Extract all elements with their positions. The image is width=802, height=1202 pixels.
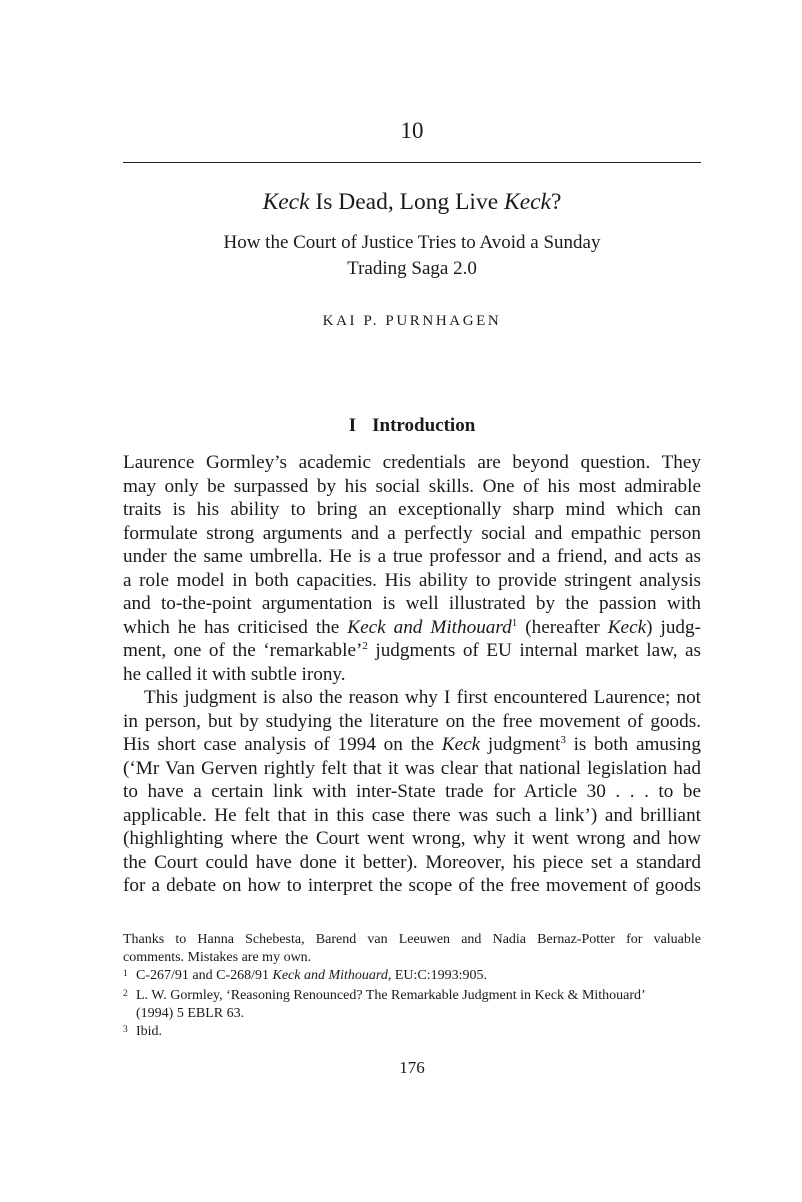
body-line	[123, 639, 701, 663]
body-line: applicable. He felt that in this case there was such a link’) and brilliant	[123, 804, 701, 826]
case-name: Keck	[441, 734, 481, 755]
section-number: I	[348, 415, 357, 436]
body-line: and to-the-point argumentation is well illustrated by the passion with	[123, 593, 701, 614]
subtitle-line: Trading Saga 2.0	[347, 258, 477, 279]
body-line: in person, but by studying the literature on the free movement of goods.	[123, 710, 701, 732]
footnote-3	[123, 1023, 701, 1041]
chapter-number: 10	[400, 118, 424, 143]
body-line: the Court could have done it better). Moreover, his piece set a standard	[123, 851, 701, 873]
body-line: he called it with subtle irony.	[123, 663, 346, 685]
body-text: is both amusing	[565, 734, 701, 755]
body-line: for a debate on how to interpret the scope of the free movement of goods	[123, 875, 701, 896]
footnote-text: L. W. Gormley, ‘Reasoning Renounced? The Remarkable Judgment in Keck & Mithouard’	[136, 988, 646, 1003]
footnote-ref[interactable]: 3	[560, 734, 566, 746]
section-title: Introduction	[372, 415, 476, 436]
body-line: This judgment is also the reason why I first encountered Laurence; not	[144, 687, 701, 708]
footnote-text: , EU:C:1993:905.	[387, 968, 488, 983]
chapter-title-italic: Keck	[504, 189, 551, 215]
body-line: under the same umbrella. He is a true professor and a friend, and acts as	[123, 546, 701, 567]
chapter-title-text: ?	[550, 189, 562, 215]
body-line: a role model in both capacities. His ability to provide stringent analysis	[123, 569, 701, 591]
section-heading	[123, 413, 701, 439]
body-line: may only be surpassed by his social skills. One of his most admirable	[123, 475, 701, 497]
body-text: ment, one of the ‘remarkable’	[123, 640, 363, 661]
footnote-mark: 3	[123, 1025, 128, 1035]
body-line: traits is his ability to bring an exceptionally sharp mind which can	[123, 499, 701, 520]
footnote-text: C-267/91 and C-268/91	[136, 968, 273, 983]
chapter-title	[123, 186, 701, 218]
footnote-ref[interactable]: 1	[511, 616, 518, 629]
footnote-thanks: comments. Mistakes are my own.	[123, 950, 312, 965]
body-text: which he has criticised the	[123, 616, 348, 638]
footnote-2-cont	[123, 1005, 701, 1023]
body-text: judgment	[480, 734, 561, 755]
body-line: (highlighting where the Court went wrong, why it went wrong and how	[123, 828, 701, 849]
footnote-text: (1994) 5 EBLR 63.	[136, 1006, 245, 1021]
body-text: (hereafter	[517, 616, 608, 638]
page-number: 176	[399, 1058, 425, 1077]
body-text: judgments of EU internal market law, as	[367, 640, 702, 661]
case-name: Keck and Mithouard	[272, 968, 388, 983]
footnote-text: Ibid.	[136, 1024, 163, 1039]
case-name: Keck	[607, 616, 647, 638]
body-line	[123, 733, 701, 757]
body-text: His short case analysis of 1994 on the	[123, 734, 442, 755]
body-line: to have a certain link with inter-State trade for Article 30 . . . to be	[123, 781, 701, 802]
body-line: (‘Mr Van Gerven rightly felt that it was clear that national legislation had	[123, 757, 701, 779]
chapter-title-italic: Keck	[262, 189, 310, 215]
body-text: ) judg-	[646, 616, 701, 638]
header-rule	[123, 162, 701, 163]
author-name: KAI P. PURNHAGEN	[322, 313, 502, 329]
chapter-subtitle	[123, 230, 701, 282]
footnote-2	[123, 987, 701, 1005]
body-line	[123, 616, 701, 640]
subtitle-line: How the Court of Justice Tries to Avoid a Sunday	[223, 232, 601, 253]
case-name: Keck and Mithouard	[347, 616, 512, 638]
footnote-thanks: Thanks to Hanna Schebesta, Barend van Leeuwen and Nadia Bernaz-Potter for valuable	[123, 932, 701, 947]
footnote-ref[interactable]: 2	[362, 640, 368, 652]
footnote-mark: 2	[123, 989, 128, 999]
footnote-1	[123, 967, 701, 985]
chapter-title-text: Is Dead, Long Live	[309, 189, 505, 215]
footnote-mark: 1	[123, 969, 128, 979]
body-line: formulate strong arguments and a perfectly social and empathic person	[123, 522, 701, 544]
body-line: Laurence Gormley’s academic credentials are beyond question. They	[123, 452, 701, 473]
